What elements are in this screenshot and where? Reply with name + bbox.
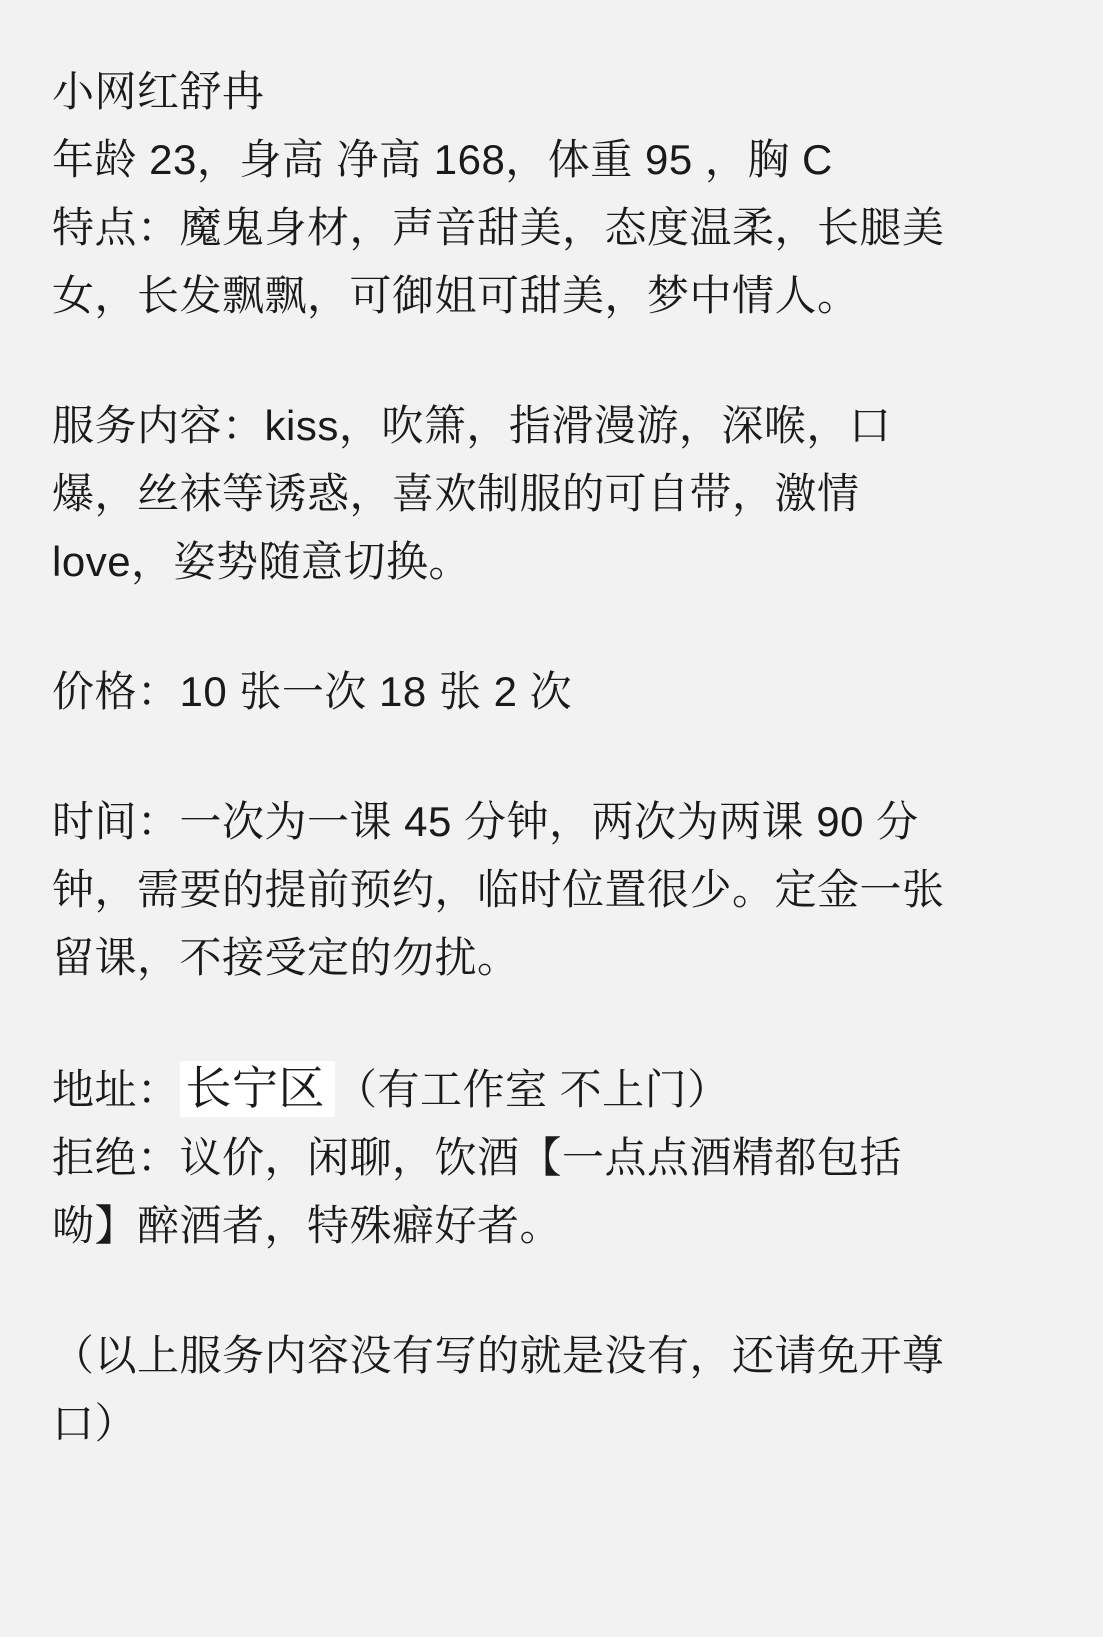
price-line: 价格：10 张一次 18 张 2 次 (52, 668, 573, 715)
address-line (52, 1054, 1057, 1124)
section-spacer-1 (52, 330, 1057, 392)
address-section (52, 1054, 1057, 1260)
features-line-1: 特点：魔鬼身材，声音甜美，态度温柔，长腿美 (52, 204, 945, 251)
footer-line-1: （以上服务内容没有写的就是没有，还请免开尊 (52, 1332, 945, 1379)
address-district-highlight: 长宁区 (180, 1061, 336, 1117)
time-line-1: 时间：一次为一课 45 分钟，两次为两课 90 分 (52, 798, 919, 845)
footer-line-2: 口） (52, 1400, 138, 1447)
time-line-2: 钟，需要的提前预约，临时位置很少。定金一张 (52, 866, 945, 913)
address-note: （有工作室 不上门） (335, 1066, 730, 1113)
section-spacer-4 (52, 992, 1057, 1054)
service-line-3: love，姿势随意切换。 (52, 538, 472, 585)
service-line-2: 爆，丝袜等诱惑，喜欢制服的可自带，激情 (52, 470, 860, 517)
time-line-3: 留课，不接受定的勿扰。 (52, 934, 520, 981)
time-section (52, 788, 1057, 992)
profile-stats-line: 年龄 23，身高 净高 168，体重 95 ，胸 C (52, 136, 833, 183)
refuse-line-2: 呦】醉酒者，特殊癖好者。 (52, 1202, 563, 1249)
price-section (52, 658, 1057, 726)
section-spacer-5 (52, 1260, 1057, 1322)
features-line-2: 女，长发飘飘，可御姐可甜美，梦中情人。 (52, 272, 860, 319)
refuse-line-1: 拒绝：议价，闲聊，饮酒【一点点酒精都包括 (52, 1134, 903, 1181)
footer-section (52, 1322, 1057, 1458)
page-title: 小网红舒冉 (52, 68, 265, 115)
service-section (52, 392, 1057, 596)
profile-section (52, 58, 1057, 330)
section-spacer-3 (52, 726, 1057, 788)
address-label: 地址： (52, 1066, 180, 1113)
section-spacer-2 (52, 596, 1057, 658)
service-line-1: 服务内容：kiss，吹箫，指滑漫游，深喉，口 (52, 402, 892, 449)
